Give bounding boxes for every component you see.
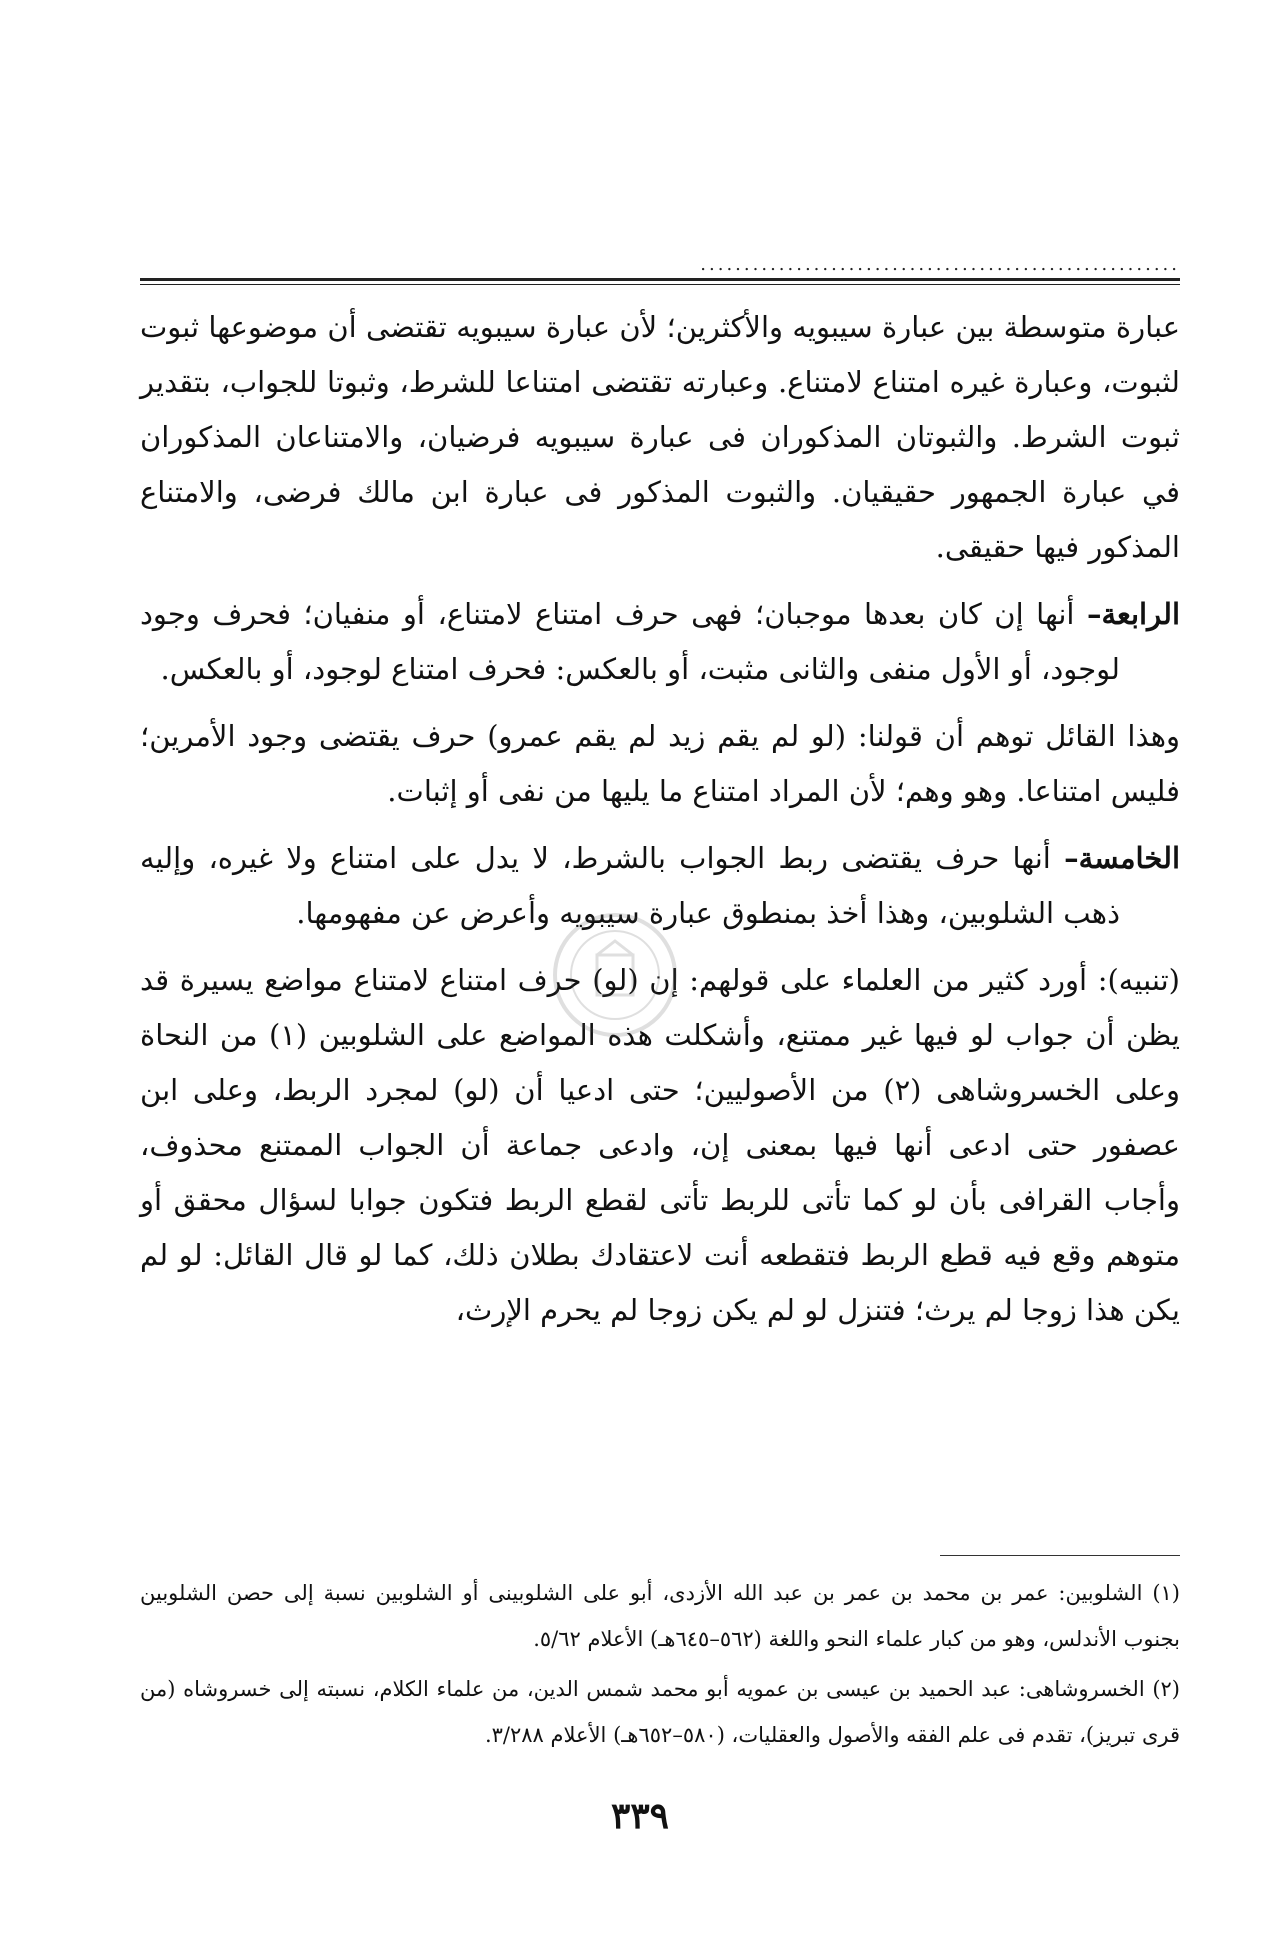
- body-text: [140, 300, 1180, 1350]
- header-rule: [140, 258, 1180, 285]
- paragraph: [140, 587, 1180, 697]
- paragraph-lead: الرابعة–: [1086, 597, 1180, 631]
- header-line-thin: [140, 284, 1180, 285]
- footnote-1: (١) الشلوبين: عمر بن محمد بن عمر بن عبد الله الأزدى، أبو على الشلوبينى أو الشلوبين نسبة إلى حصن الشلوبين بجنوب الأندلس، وهو من كبار علماء النحو واللغة (٥٦٢–٦٤٥هـ) الأعلام ٥/٦٢.: [140, 1581, 1180, 1651]
- paragraph: [140, 300, 1180, 575]
- footnotes: [140, 1570, 1180, 1762]
- paragraph-text: عبارة متوسطة بين عبارة سيبويه والأكثرين؛ لأن عبارة سيبويه تقتضى أن موضوعها ثبوت لثبوت، وعبارة غيره امتناع لامتناع. وعبارته تقتضى امتناعا للشرط، وثبوتا للجواب، بتقدير ثبوت الشرط. والثبوتان المذكوران فى عبارة سيبويه فرضيان، والامتناعان المذكوران في عبارة الجمهور حقيقيان. والثبوت المذكور فى عبارة ابن مالك فرضى، والامتناع المذكور فيها حقيقى.: [140, 310, 1180, 564]
- paragraph-text: (تنبيه): أورد كثير من العلماء على قولهم: إن (لو) حرف امتناع لامتناع مواضع يسيرة قد يظن أن جواب لو فيها غير ممتنع، وأشكلت هذه المواضع على الشلوبين (١) من النحاة وعلى الخسروشاهى (٢) من الأصوليين؛ حتى ادعيا أن (لو) لمجرد الربط، وعلى ابن عصفور حتى ادعى أنها فيها بمعنى إن، وادعى جماعة أن الجواب الممتنع محذوف، وأجاب القرافى بأن لو كما تأتى للربط تأتى لقطع الربط فتكون جوابا لسؤال محقق أو متوهم وقع فيه قطع الربط فتقطعه أنت لاعتقادك بطلان ذلك، كما لو قال القائل: لو لم يكن هذا زوجا لم يرث؛ فتنزل لو لم يكن زوجا لم يحرم الإرث،: [140, 963, 1181, 1327]
- paragraph-text: وهذا القائل توهم أن قولنا: (لو لم يقم زيد لم يقم عمرو) حرف يقتضى وجود الأمرين؛ فليس امتناعا. وهو وهم؛ لأن المراد امتناع ما يليها من نفى أو إثبات.: [140, 719, 1180, 808]
- header-line-thick: [140, 278, 1180, 281]
- page-number: ٣٣٩: [610, 1795, 669, 1837]
- paragraph-lead: الخامسة–: [1064, 841, 1180, 875]
- footnote-2: (٢) الخسروشاهى: عبد الحميد بن عيسى بن عمويه أبو محمد شمس الدين، من علماء الكلام، نسبته إلى خسروشاه (من قرى تبريز)، تقدم فى علم الفقه والأصول والعقليات، (٥٨٠–٦٥٢هـ) الأعلام ٣/٢٨٨.: [140, 1677, 1180, 1747]
- library-seal-watermark: [545, 905, 685, 1045]
- paragraph-text: أنها حرف يقتضى ربط الجواب بالشرط، لا يدل على امتناع ولا غيره، وإليه ذهب الشلوبين، وهذا أخذ بمنطوق عبارة سيبويه وأعرض عن مفهومها.: [140, 841, 1120, 930]
- paragraph: [140, 709, 1180, 819]
- footnotes-separator: [940, 1555, 1180, 1556]
- header-dots: .......................................................: [700, 258, 1180, 272]
- paragraph-text: أنها إن كان بعدها موجبان؛ فهى حرف امتناع لامتناع، أو منفيان؛ فحرف وجود لوجود، أو الأول منفى والثانى مثبت، أو بالعكس: فحرف امتناع لوجود، أو بالعكس.: [140, 597, 1120, 686]
